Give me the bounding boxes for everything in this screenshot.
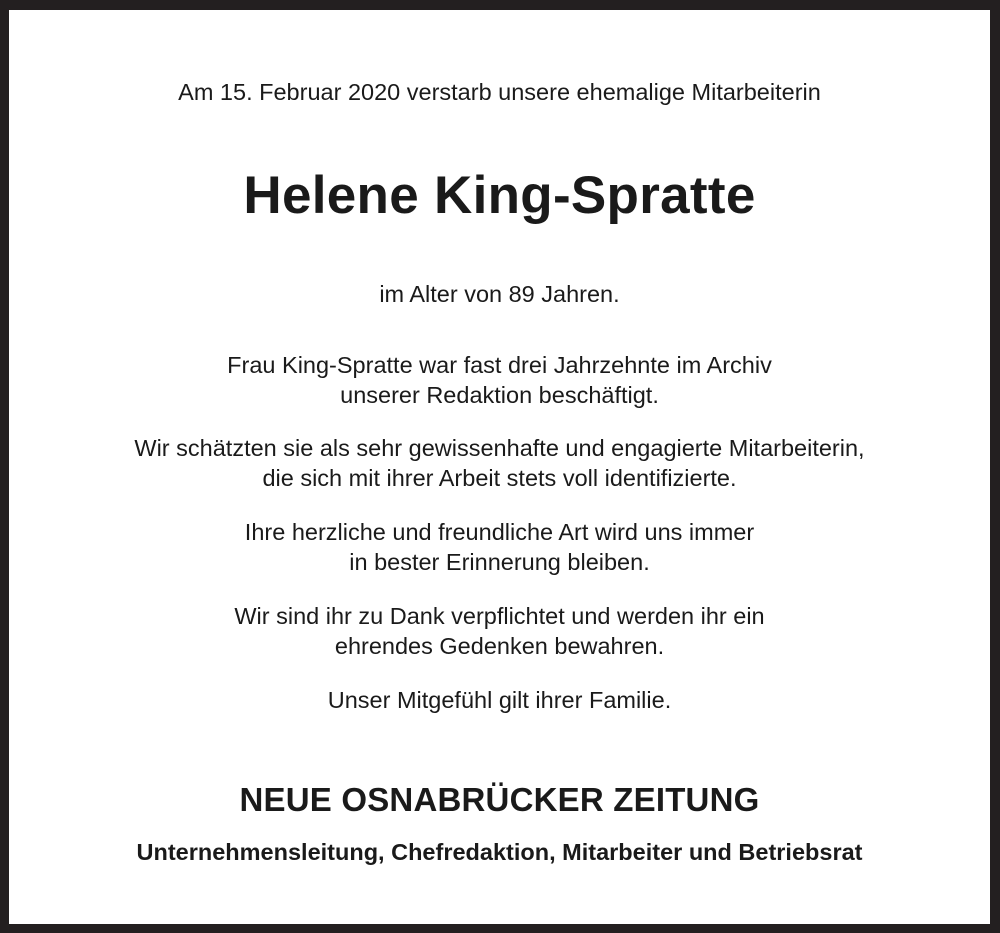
paragraph-employment xyxy=(9,350,990,410)
organization-name: NEUE OSNABRÜCKER ZEITUNG xyxy=(239,781,760,818)
paragraph-line: Wir schätzten sie als sehr gewissenhafte und engagierte Mitarbeiterin, xyxy=(134,435,865,461)
intro-text: Am 15. Februar 2020 verstarb unsere ehemalige Mitarbeiterin xyxy=(178,79,821,105)
paragraph-condolence xyxy=(9,685,990,715)
paragraph-remembrance xyxy=(9,517,990,577)
paragraph-line: unserer Redaktion beschäftigt. xyxy=(340,382,659,408)
paragraph-line: in bester Erinnerung bleiben. xyxy=(349,549,650,575)
paragraph-appreciation xyxy=(9,433,990,493)
paragraph-line: Wir sind ihr zu Dank verpflichtet und werden ihr ein xyxy=(234,603,765,629)
paragraph-line: Frau King-Spratte war fast drei Jahrzehnte im Archiv xyxy=(227,352,772,378)
age-text: im Alter von 89 Jahren. xyxy=(379,281,620,307)
departments-signature: Unternehmensleitung, Chefredaktion, Mitarbeiter und Betriebsrat xyxy=(136,839,863,865)
paragraph-line: ehrendes Gedenken bewahren. xyxy=(334,633,665,659)
deceased-name: Helene King-Spratte xyxy=(243,166,756,225)
paragraph-line: Unser Mitgefühl gilt ihrer Familie. xyxy=(327,687,672,713)
paragraph-line: Ihre herzliche und freundliche Art wird uns immer xyxy=(244,519,755,545)
paragraph-gratitude xyxy=(9,601,990,661)
paragraph-line: die sich mit ihrer Arbeit stets voll identifizierte. xyxy=(262,465,737,491)
